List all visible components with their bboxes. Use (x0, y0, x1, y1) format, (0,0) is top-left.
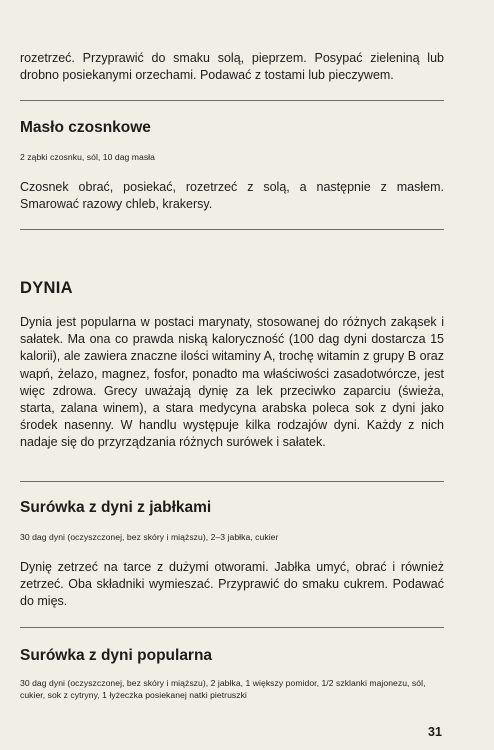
ingredients-maslo-czosnkowe: 2 ząbki czosnku, sól, 10 dag masła (20, 152, 155, 162)
section-title-dynia: DYNIA (20, 279, 73, 297)
page-number: 31 (428, 725, 442, 739)
dynia-description: Dynia jest popularna w postaci marynaty, stosowanej do różnych zakąsek i sałatek. Ma ona co prawda niską kaloryczność (100 dag dyni dostarcza 15 kalorii), ale zawiera znaczne ilości witaminy A, trochę witamin z grupy B oraz wapń, żelazo, magnez, fosfor, ponadto ma właściwości zasadotwórcze, jest więc zdrowa. Grecy uważają dynię za lek przeciwko zaparciu (świeża, starta, zalana winem), a stara medycyna arabska poleca sok z dyni jako środek nasenny. W handlu występuje kilka rodzajów dyni. Każdy z nich nadaje się do przyrządzania różnych surówek i sałatek. (20, 315, 444, 450)
recipe-title-surowka-popularna: Surówka z dyni popularna (20, 647, 213, 664)
intro-paragraph: rozetrzeć. Przyprawić do smaku solą, pieprzem. Posypać zieleniną lub drobno posiekanymi orzechami. Podawać z tostami lub pieczywem. (20, 51, 444, 83)
divider-rule (20, 627, 444, 628)
instructions-surowka-z-jablkami: Dynię zetrzeć na tarce z dużymi otworami. Jabłka umyć, obrać i również zetrzeć. Oba składniki wymieszać. Przyprawić do smaku cukrem. Podawać do mięs. (20, 560, 444, 609)
ingredients-surowka-z-jablkami: 30 dag dyni (oczyszczonej, bez skóry i miąższu), 2–3 jabłka, cukier (20, 532, 279, 542)
instructions-maslo-czosnkowe: Czosnek obrać, posiekać, rozetrzeć z solą, a następnie z masłem. Smarować razowy chleb, krakersy. (20, 180, 444, 212)
divider-rule (20, 481, 444, 482)
recipe-title-maslo-czosnkowe: Masło czosnkowe (20, 119, 151, 136)
divider-rule (20, 100, 444, 101)
recipe-title-surowka-z-jablkami: Surówka z dyni z jabłkami (20, 499, 212, 516)
ingredients-surowka-popularna: 30 dag dyni (oczyszczonej, bez skóry i miąższu), 2 jabłka, 1 większy pomidor, 1/2 szklanki majonezu, sól, cukier, sok z cytryny, 1 łyżeczka posiekanej natki pietruszki (20, 678, 426, 700)
divider-rule (20, 229, 444, 230)
